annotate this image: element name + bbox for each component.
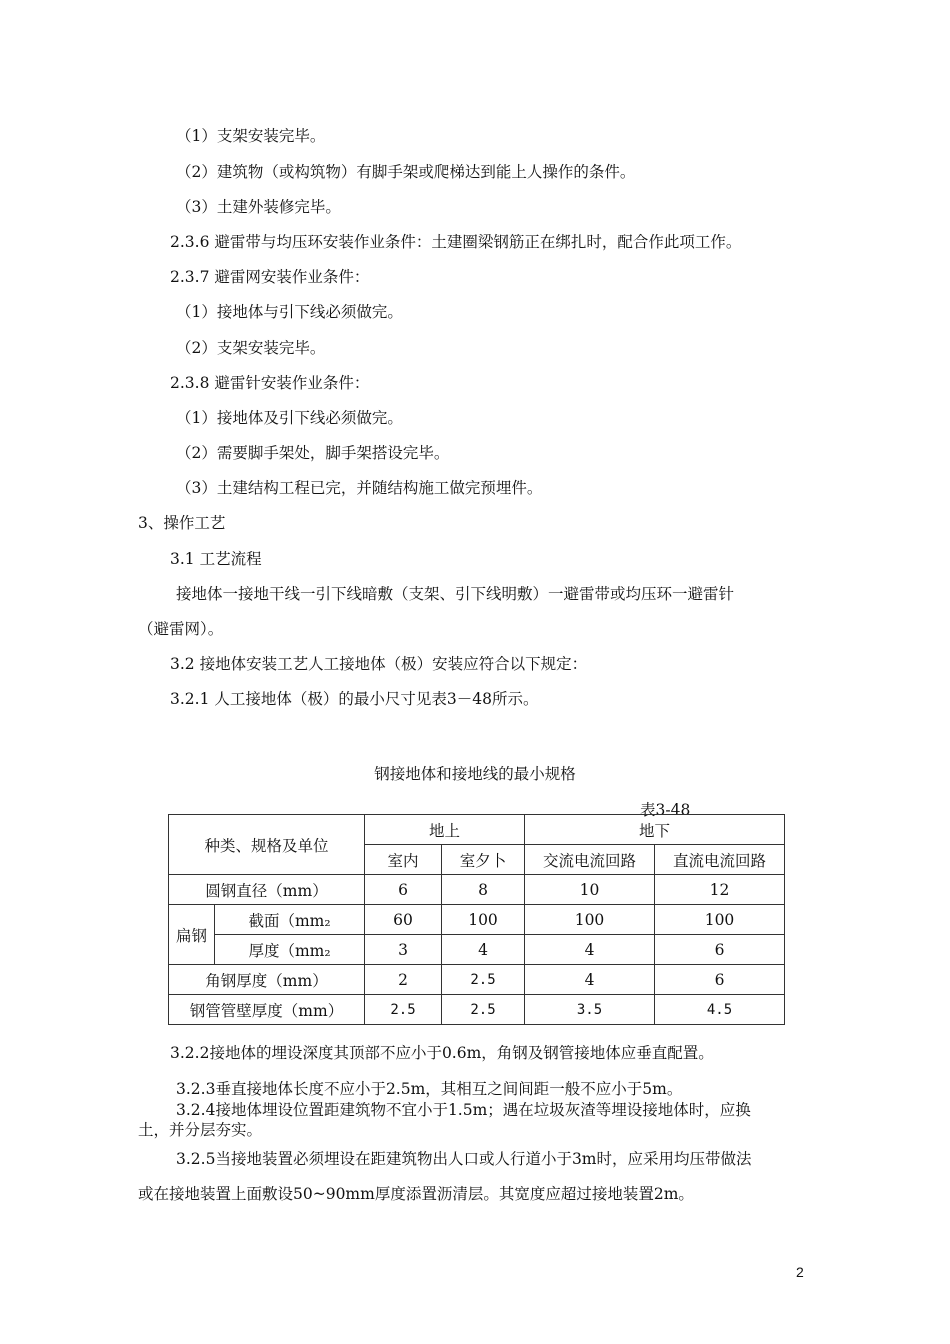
cell: 6 [365,875,442,905]
table-title: 钢接地体和接地线的最小规格 [374,765,576,783]
paragraph: （2）需要脚手架处，脚手架搭设完毕。 [176,444,450,462]
table-row [169,905,785,935]
paragraph: （2）支架安装完毕。 [176,339,326,357]
paragraph: 接地体一接地干线一引下线暗敷（支架、引下线明敷）一避雷带或均压环一避雷针 [176,585,735,603]
header-ac: 交流电流回路 [525,845,655,875]
row-label: 截面（mm₂ [215,905,365,935]
header-indoor: 室内 [365,845,442,875]
header-dc: 直流电流回路 [655,845,785,875]
row-label: 圆钢直径（mm） [169,875,365,905]
row-label: 角钢厚度（mm） [169,965,365,995]
page-number: 2 [796,1264,804,1280]
table-row [169,965,785,995]
cell: 12 [655,875,785,905]
cell: 100 [525,905,655,935]
cell: 2.5 [442,995,525,1025]
paragraph: 2.3.6 避雷带与均压环安装作业条件：土建圈梁钢筋正在绑扎时，配合作此项工作。 [170,233,742,251]
row-label: 厚度（mm₂ [215,935,365,965]
row-label: 钢管管壁厚度（mm） [169,995,365,1025]
header-above-ground: 地上 [365,815,525,845]
paragraph: 土，并分层夯实。 [138,1121,263,1139]
cell: 60 [365,905,442,935]
section-heading: 3、操作工艺 [138,514,226,532]
cell: 100 [442,905,525,935]
flat-steel-label: 扁钢 [169,905,215,965]
paragraph: （3）土建外装修完毕。 [176,198,341,216]
header-category: 种类、规格及单位 [169,815,365,875]
spec-table [168,814,785,1025]
header-below-ground: 地下 [525,815,785,845]
cell: 4 [525,935,655,965]
paragraph: （3）土建结构工程已完，并随结构施工做完预埋件。 [176,479,543,497]
paragraph: 或在接地装置上面敷设50~90mm厚度添置沥清层。其宽度应超过接地装置2m。 [138,1185,694,1203]
cell: 2.5 [442,965,525,995]
paragraph: 2.3.7 避雷网安装作业条件： [170,268,370,286]
cell: 3.5 [525,995,655,1025]
cell: 4.5 [655,995,785,1025]
cell: 2 [365,965,442,995]
cell: 100 [655,905,785,935]
cell: 3 [365,935,442,965]
table-row [169,995,785,1025]
header-outdoor: 室夕卜 [442,845,525,875]
cell: 2.5 [365,995,442,1025]
paragraph: 3.1 工艺流程 [170,550,262,568]
cell: 4 [525,965,655,995]
paragraph: 3.2.2接地体的埋设深度其顶部不应小于0.6m，角钢及钢管接地体应垂直配置。 [170,1044,714,1062]
paragraph: 3.2.5当接地装置必须埋设在距建筑物出人口或人行道小于3m时，应采用均压带做法 [176,1150,752,1168]
table-number: 表3-48 [640,801,691,819]
cell: 6 [655,965,785,995]
paragraph: （1）接地体及引下线必须做完。 [176,409,403,427]
paragraph: 2.3.8 避雷针安装作业条件： [170,374,370,392]
cell: 10 [525,875,655,905]
cell: 8 [442,875,525,905]
paragraph: （2）建筑物（或构筑物）有脚手架或爬梯达到能上人操作的条件。 [176,163,636,181]
table-row [169,875,785,905]
cell: 6 [655,935,785,965]
paragraph: 3.2 接地体安装工艺人工接地体（极）安装应符合以下规定： [170,655,588,673]
paragraph: （1）支架安装完毕。 [176,127,326,145]
paragraph: （1）接地体与引下线必须做完。 [176,303,403,321]
paragraph: 3.2.1 人工接地体（极）的最小尺寸见表3－48所示。 [170,690,539,708]
paragraph: （避雷网）。 [138,620,224,638]
paragraph: 3.2.3垂直接地体长度不应小于2.5m，其相互之间间距一般不应小于5m。 [176,1080,683,1098]
table-row [169,935,785,965]
cell: 4 [442,935,525,965]
paragraph: 3.2.4接地体埋设位置距建筑物不宜小于1.5m；遇在垃圾灰渣等埋设接地体时，应换 [176,1101,751,1119]
